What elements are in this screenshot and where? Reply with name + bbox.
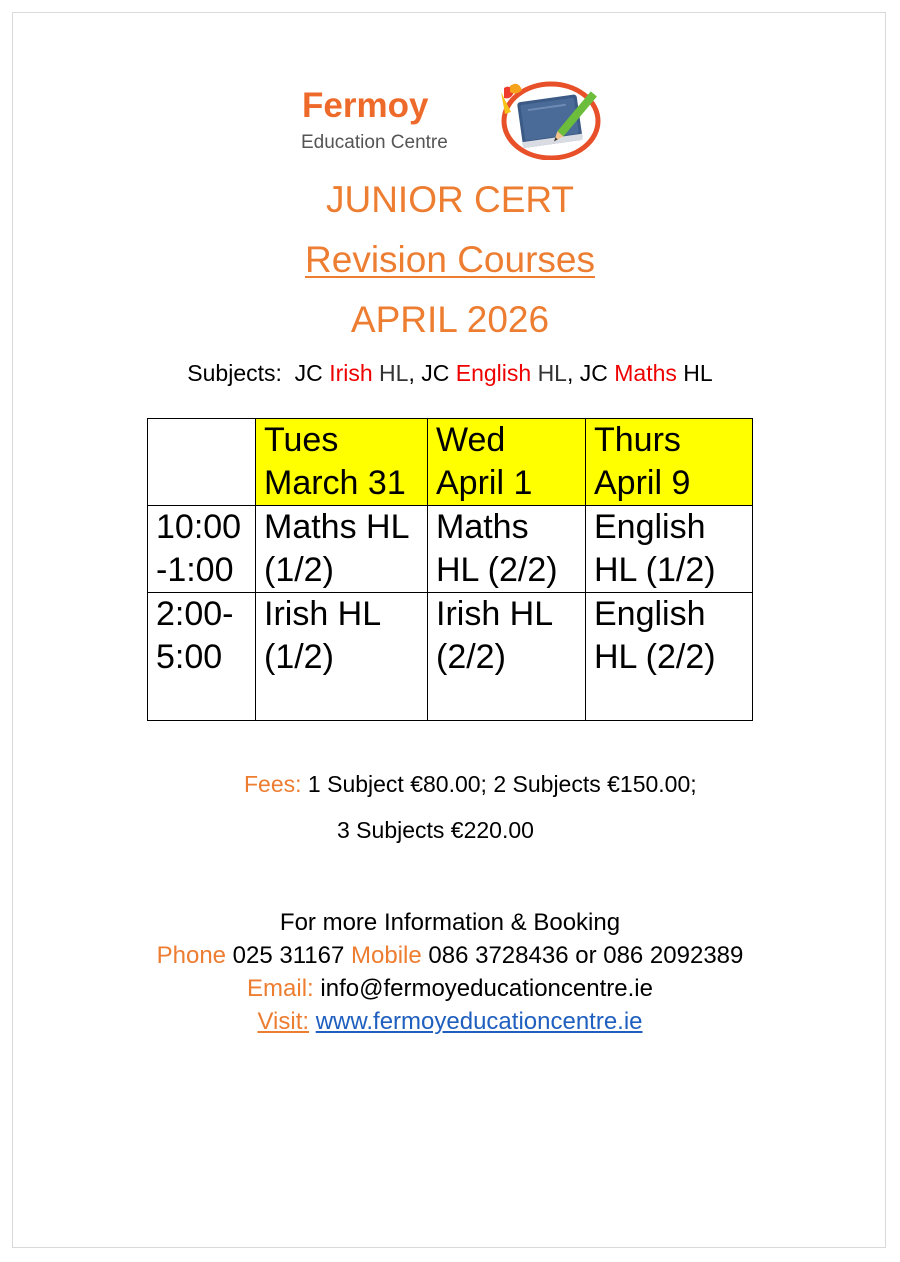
mobile-numbers: 086 3728436 or 086 2092389	[421, 942, 744, 969]
subjects-label: Subjects:	[187, 360, 282, 386]
session-cell: Maths HL (1/2)	[256, 506, 428, 593]
visit-label: Visit:	[257, 1008, 310, 1035]
phone-number: 025 31167	[226, 942, 352, 969]
subject-item: JC Maths HL	[579, 360, 713, 386]
fees-line-2: 3 Subjects €220.00	[337, 817, 534, 843]
session-cell: Irish HL (2/2)	[428, 593, 586, 721]
session-cell: English HL (2/2)	[586, 593, 753, 721]
table-row	[148, 506, 753, 593]
phone-line	[0, 939, 900, 972]
subjects-line	[0, 359, 900, 387]
table-corner-cell	[148, 419, 256, 506]
email-address[interactable]: info@fermoyeducationcentre.ie	[313, 975, 653, 1002]
subject-item: JC English HL,	[421, 360, 574, 386]
session-cell: Irish HL (1/2)	[256, 593, 428, 721]
time-slot-cell: 10:00 -1:00	[148, 506, 256, 593]
phone-label: Phone	[156, 942, 227, 969]
session-cell: Maths HL (2/2)	[428, 506, 586, 593]
time-slot-cell: 2:00- 5:00	[148, 593, 256, 721]
book-pencil-icon	[494, 80, 604, 160]
title-junior-cert: JUNIOR CERT	[325, 179, 575, 220]
fees-line-1	[244, 770, 697, 798]
table-header-row	[148, 419, 753, 506]
title-revision-courses: Revision Courses	[305, 239, 595, 280]
fees-label: Fees:	[244, 771, 302, 797]
timetable	[147, 418, 753, 721]
email-label: Email:	[247, 975, 314, 1002]
table-row	[148, 593, 753, 721]
logo-name: Fermoy	[302, 86, 429, 125]
logo	[300, 80, 610, 160]
info-intro: For more Information & Booking	[279, 909, 621, 936]
mobile-label: Mobile	[351, 942, 422, 969]
session-cell: English HL (1/2)	[586, 506, 753, 593]
title-april-2026: APRIL 2026	[350, 299, 550, 340]
subject-item: JC Irish HL,	[294, 360, 415, 386]
fees-text: 1 Subject €80.00; 2 Subjects €150.00;	[301, 771, 697, 797]
table-header-cell: Thurs April 9	[586, 419, 753, 506]
logo-subtitle: Education Centre	[301, 132, 448, 153]
visit-line	[0, 1005, 900, 1038]
email-line	[0, 972, 900, 1005]
table-header-cell: Wed April 1	[428, 419, 586, 506]
table-header-cell: Tues March 31	[256, 419, 428, 506]
website-link[interactable]: www.fermoyeducationcentre.ie	[315, 1008, 643, 1035]
